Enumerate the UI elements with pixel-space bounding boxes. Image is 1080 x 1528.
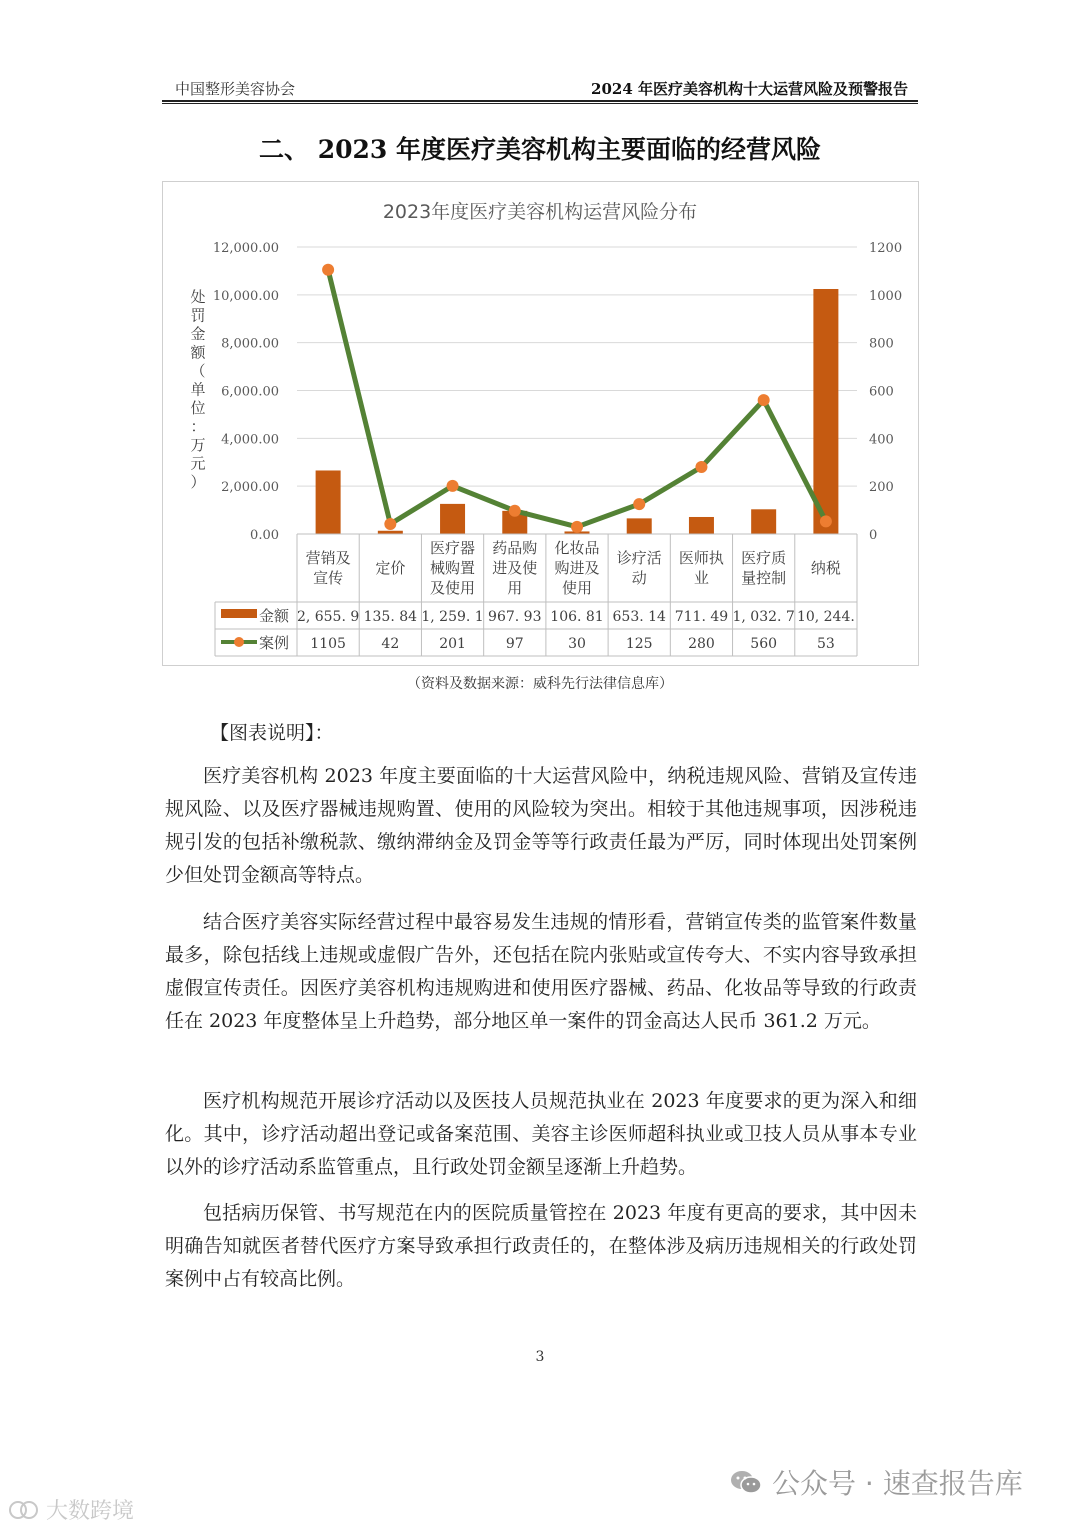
- y2-tick-label: 800: [869, 336, 894, 352]
- y-axis-label-char: 万: [190, 436, 206, 454]
- category-label: 化妆品: [554, 539, 600, 557]
- category-label: 及使用: [430, 579, 476, 597]
- point-案例: [820, 515, 832, 527]
- category-label: 量控制: [741, 569, 787, 587]
- table-value-金额: 10, 244.: [796, 609, 855, 625]
- y-tick-label: 4,000.00: [221, 432, 279, 448]
- table-value-金额: 106. 81: [550, 609, 604, 625]
- chart-title: 2023年度医疗美容机构运营风险分布: [382, 201, 698, 223]
- header-rule: [162, 100, 918, 102]
- legend-label-案例: 案例: [259, 634, 290, 652]
- y-tick-label: 12,000.00: [212, 241, 279, 256]
- point-案例: [322, 264, 334, 276]
- y-tick-label: 10,000.00: [212, 288, 279, 304]
- table-value-金额: 711. 49: [674, 609, 729, 625]
- bar-金额: [440, 504, 465, 534]
- paragraph-4: 包括病历保管、书写规范在内的医院质量管控在 2023 年度有更高的要求，其中因未明确告知就医者替代医疗方案导致承担行政责任的，在整体涉及病历违规相关的行政处罚案例中占有较高比例。: [165, 1202, 917, 1290]
- table-value-案例: 560: [750, 636, 778, 652]
- category-label: 用: [507, 579, 523, 597]
- point-案例: [384, 518, 396, 530]
- category-label: 动: [631, 569, 647, 587]
- wechat-icon: [730, 1469, 762, 1495]
- header-org: 中国整形美容协会: [175, 80, 296, 98]
- header-rule-thin: [162, 103, 918, 104]
- risk-distribution-chart: [163, 182, 918, 665]
- category-label: 使用: [561, 579, 593, 597]
- line-案例: [328, 270, 826, 527]
- table-value-金额: 1, 032. 7: [732, 609, 795, 625]
- table-value-案例: 1105: [310, 636, 346, 652]
- y2-tick-label: 600: [869, 384, 894, 400]
- paragraph-3: 医疗机构规范开展诊疗活动以及医技人员规范执业在 2023 年度要求的更为深入和细化。其中，诊疗活动超出登记或备案范围、美容主诊医师超科执业或卫技人员从事本专业以外的诊疗活动系监管重点，且行政处罚金额呈逐渐上升趋势。: [165, 1090, 917, 1178]
- y2-tick-label: 0: [869, 528, 878, 543]
- category-label: 药品购: [492, 539, 538, 557]
- brand-logo-icon: [8, 1497, 40, 1523]
- bar-金额: [627, 518, 652, 534]
- y-tick-label: 2,000.00: [221, 480, 279, 496]
- table-value-案例: 125: [625, 636, 653, 652]
- table-value-案例: 97: [505, 636, 524, 652]
- table-value-案例: 280: [688, 636, 715, 652]
- legend-label-金额: 金额: [259, 607, 290, 625]
- watermark-wechat: [730, 1462, 1023, 1502]
- watermark-brand-text: 大数跨境: [46, 1499, 135, 1524]
- table-value-金额: 1, 259. 1: [421, 609, 484, 625]
- paragraph-1: 医疗美容机构 2023 年度主要面临的十大运营风险中，纳税违规风险、营销及宣传违规风险、以及医疗器械违规购置、使用的风险较为突出。相较于其他违规事项，因涉税违规引发的包括补缴税款、缴纳滞纳金及罚金等等行政责任最为严厉，同时体现出处罚案例少但处罚金额高等特点。: [165, 765, 917, 886]
- chart-container: [162, 181, 919, 666]
- point-案例: [571, 521, 583, 533]
- y-tick-label: 6,000.00: [221, 384, 279, 400]
- table-value-案例: 42: [381, 636, 400, 652]
- y-axis-label-char: （: [190, 362, 206, 380]
- header-report-title: 2024 年医疗美容机构十大运营风险及预警报告: [591, 80, 908, 98]
- category-label: 定价: [375, 559, 406, 577]
- category-label: 诊疗活: [616, 549, 662, 567]
- table-value-金额: 967. 93: [488, 609, 542, 625]
- legend-key-金额: [221, 609, 257, 618]
- category-label: 医师执: [678, 549, 724, 567]
- category-label: 械购置: [430, 559, 476, 577]
- y2-tick-label: 200: [869, 480, 894, 496]
- y-axis-label-char: 金: [190, 325, 206, 343]
- y2-tick-label: 1200: [869, 241, 903, 256]
- page-number: 3: [535, 1349, 545, 1365]
- table-value-金额: 135. 84: [363, 609, 418, 625]
- table-value-案例: 30: [568, 636, 586, 652]
- table-value-金额: 653. 14: [612, 609, 666, 625]
- paragraph-2: 结合医疗美容实际经营过程中最容易发生违规的情形看，营销宣传类的监管案件数量最多，除包括线上违规或虚假广告外，还包括在院内张贴或宣传夸大、不实内容导致承担虚假宣传责任。因医疗美容机构违规购进和使用医疗器械、药品、化妆品等导致的行政责任在 2023 年度整体呈上升趋势，部分地区单一案件的罚金高达人民币 361.2 万元。: [165, 911, 917, 1032]
- y-axis-label-char: 处: [190, 288, 206, 306]
- table-value-案例: 53: [816, 636, 835, 652]
- point-案例: [758, 394, 770, 406]
- y-axis-label-char: 单: [190, 380, 206, 399]
- point-案例: [695, 461, 707, 473]
- chart-caption: （资料及数据来源：威科先行法律信息库）: [407, 676, 673, 692]
- point-案例: [633, 498, 645, 510]
- y-axis-label-char: 额: [190, 343, 206, 362]
- y-tick-label: 0.00: [250, 528, 279, 543]
- point-案例: [509, 505, 521, 517]
- watermark-wechat-text: 公众号 · 速查报告库: [772, 1467, 1023, 1500]
- table-value-案例: 201: [439, 636, 466, 652]
- point-案例: [447, 480, 459, 492]
- category-label: 宣传: [313, 569, 344, 587]
- y-axis-label-char: ）: [190, 473, 206, 491]
- category-label: 购进及: [554, 559, 600, 577]
- section-title: 二、 2023 年度医疗美容机构主要面临的经营风险: [259, 135, 821, 164]
- category-label: 业: [693, 569, 709, 587]
- y-axis-label-char: 罚: [190, 306, 206, 325]
- category-label: 医疗质: [741, 549, 787, 567]
- y2-tick-label: 400: [869, 432, 894, 448]
- bar-金额: [751, 509, 776, 534]
- bar-金额: [689, 517, 714, 534]
- category-label: 营销及: [305, 549, 351, 567]
- y-axis-label-char: 位: [190, 399, 206, 417]
- y-axis-label-char: 元: [190, 454, 206, 473]
- y-tick-label: 8,000.00: [221, 336, 279, 352]
- legend-marker-案例: [234, 637, 244, 647]
- category-label: 纳税: [810, 559, 841, 577]
- bar-金额: [813, 289, 838, 534]
- bar-金额: [316, 470, 341, 534]
- y2-tick-label: 1000: [869, 288, 903, 304]
- y-axis-label-char: ：: [190, 417, 206, 436]
- category-label: 医疗器: [430, 539, 476, 557]
- chart-note-label: 【图表说明】：: [210, 722, 334, 744]
- table-value-金额: 2, 655. 9: [296, 609, 360, 625]
- category-label: 进及使: [492, 559, 538, 577]
- watermark-brand: [8, 1494, 134, 1525]
